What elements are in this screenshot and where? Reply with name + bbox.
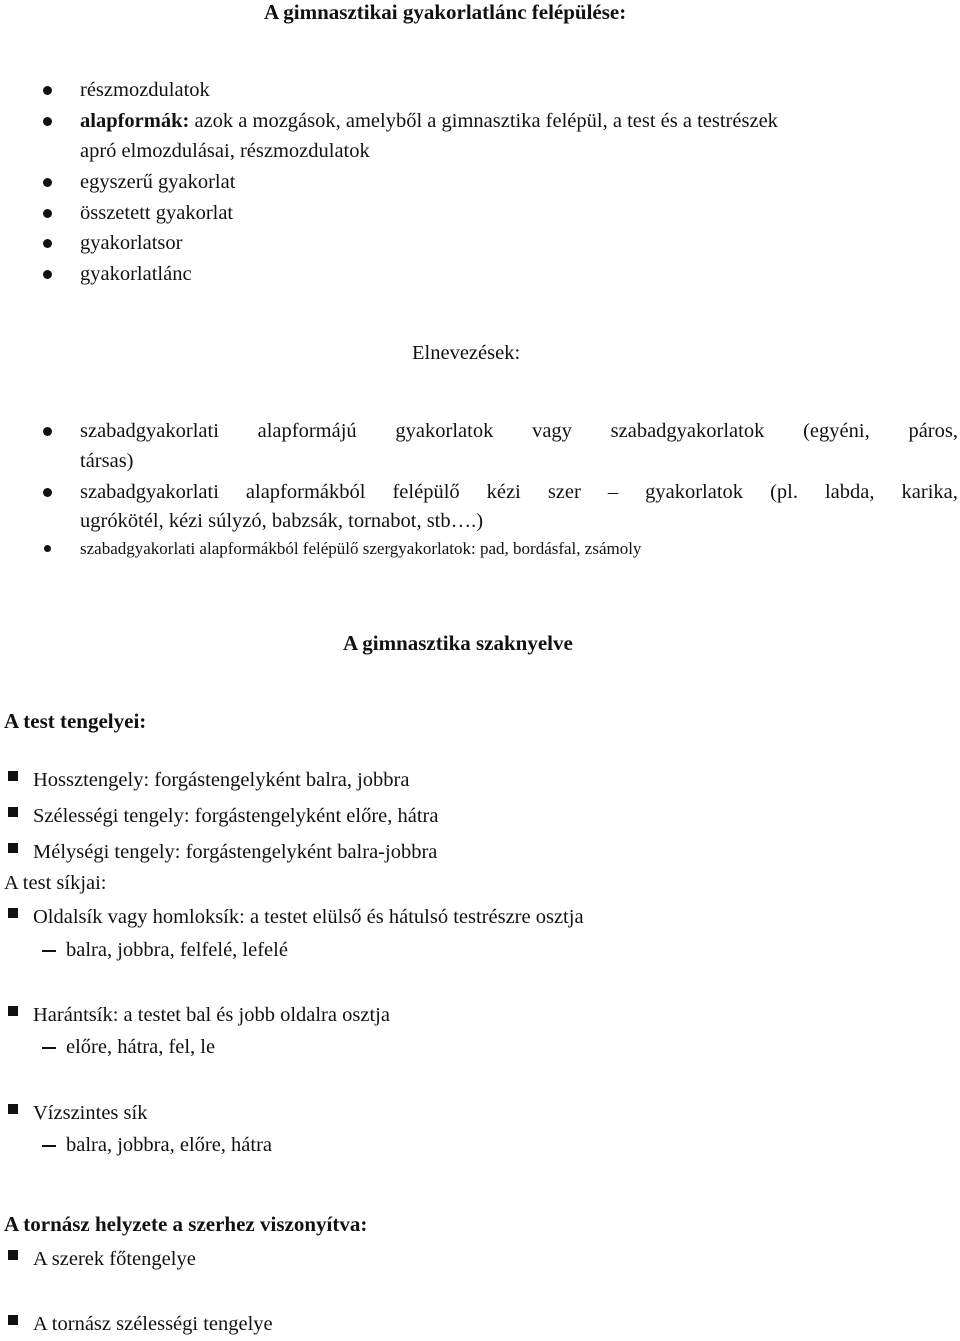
bullet-square-icon — [8, 771, 18, 781]
plane-directions: előre, hátra, fel, le — [66, 1036, 216, 1058]
naming-item-2-continuation: ugrókötél, kézi súlyzó, babzsák, tornabot, stb….) — [80, 510, 484, 532]
alapformak-definition: azok a mozgások, amelyből a gimnasztika felépül, a test és a testrészek — [194, 110, 778, 132]
list-item: összetett gyakorlat — [80, 202, 234, 224]
bullet-square-icon — [8, 1104, 18, 1114]
naming-item-2 — [80, 480, 958, 504]
bullet-disc-icon — [43, 239, 52, 248]
list-item: gyakorlatlánc — [80, 263, 192, 285]
naming-item-1-continuation: társas) — [80, 450, 134, 472]
word: (egyéni, — [803, 420, 870, 442]
word: karika, — [901, 481, 958, 503]
position-heading: A tornász helyzete a szerhez viszonyítva: — [4, 1212, 368, 1236]
bullet-square-icon — [8, 908, 18, 918]
list-item: gyakorlatsor — [80, 232, 183, 254]
list-item-continuation: apró elmozdulásai, részmozdulatok — [80, 140, 370, 162]
word: szabadgyakorlati — [80, 481, 219, 503]
word: – — [607, 481, 619, 503]
list-item: A tornász szélességi tengelye — [33, 1313, 273, 1335]
bullet-square-icon — [8, 1315, 18, 1325]
word: kézi — [486, 481, 521, 503]
word: páros, — [908, 420, 958, 442]
word: felépülő — [392, 481, 460, 503]
page-title: A gimnasztikai gyakorlatlánc felépülése: — [264, 0, 627, 24]
word: szabadgyakorlati — [80, 420, 219, 442]
planes-heading: A test síkjai: — [4, 872, 107, 894]
bullet-disc-icon — [43, 488, 52, 497]
plane-name: Vízszintes sík — [33, 1102, 148, 1124]
bullet-disc-icon — [43, 178, 52, 187]
naming-item-1 — [80, 419, 958, 443]
naming-heading: Elnevezések: — [412, 342, 521, 364]
word: gyakorlatok — [645, 481, 744, 503]
bullet-disc-icon — [43, 86, 52, 95]
list-item: A szerek főtengelye — [33, 1248, 196, 1270]
list-item — [80, 111, 778, 132]
word: alapformájú — [257, 420, 357, 442]
plane-name: Harántsík: a testet bal és jobb oldalra osztja — [33, 1004, 390, 1026]
bullet-disc-icon — [44, 545, 51, 552]
bullet-square-icon — [8, 1250, 18, 1260]
word: alapformákból — [245, 481, 366, 503]
bullet-square-icon — [8, 1006, 18, 1016]
list-item: egyszerű gyakorlat — [80, 171, 236, 193]
bullet-disc-icon — [43, 270, 52, 279]
list-item: Hossztengely: forgástengelyként balra, jobbra — [33, 769, 410, 791]
word: gyakorlatok — [395, 420, 494, 442]
word: szabadgyakorlatok — [610, 420, 765, 442]
plane-directions: balra, jobbra, felfelé, lefelé — [66, 939, 288, 961]
naming-item-3: szabadgyakorlati alapformákból felépülő szergyakorlatok: pad, bordásfal, zsámoly — [80, 539, 642, 558]
dash-icon — [42, 1047, 56, 1049]
list-item: részmozdulatok — [80, 79, 210, 101]
list-item: Szélességi tengely: forgástengelyként előre, hátra — [33, 805, 439, 827]
bullet-disc-icon — [43, 427, 52, 436]
bullet-disc-icon — [43, 209, 52, 218]
word: vagy — [532, 420, 572, 442]
word: (pl. — [770, 481, 798, 503]
plane-name: Oldalsík vagy homloksík: a testet elülső és hátulsó testrészre osztja — [33, 906, 584, 928]
axes-heading: A test tengelyei: — [4, 709, 147, 733]
alapformak-term: alapformák: — [80, 110, 190, 132]
bullet-square-icon — [8, 807, 18, 817]
plane-directions: balra, jobbra, előre, hátra — [66, 1134, 273, 1156]
word: szer — [547, 481, 581, 503]
word: labda, — [824, 481, 875, 503]
bullet-square-icon — [8, 843, 18, 853]
terminology-heading: A gimnasztika szaknyelve — [343, 631, 573, 655]
bullet-disc-icon — [43, 117, 52, 126]
list-item: Mélységi tengely: forgástengelyként balra-jobbra — [33, 841, 438, 863]
dash-icon — [42, 950, 56, 952]
dash-icon — [42, 1145, 56, 1147]
